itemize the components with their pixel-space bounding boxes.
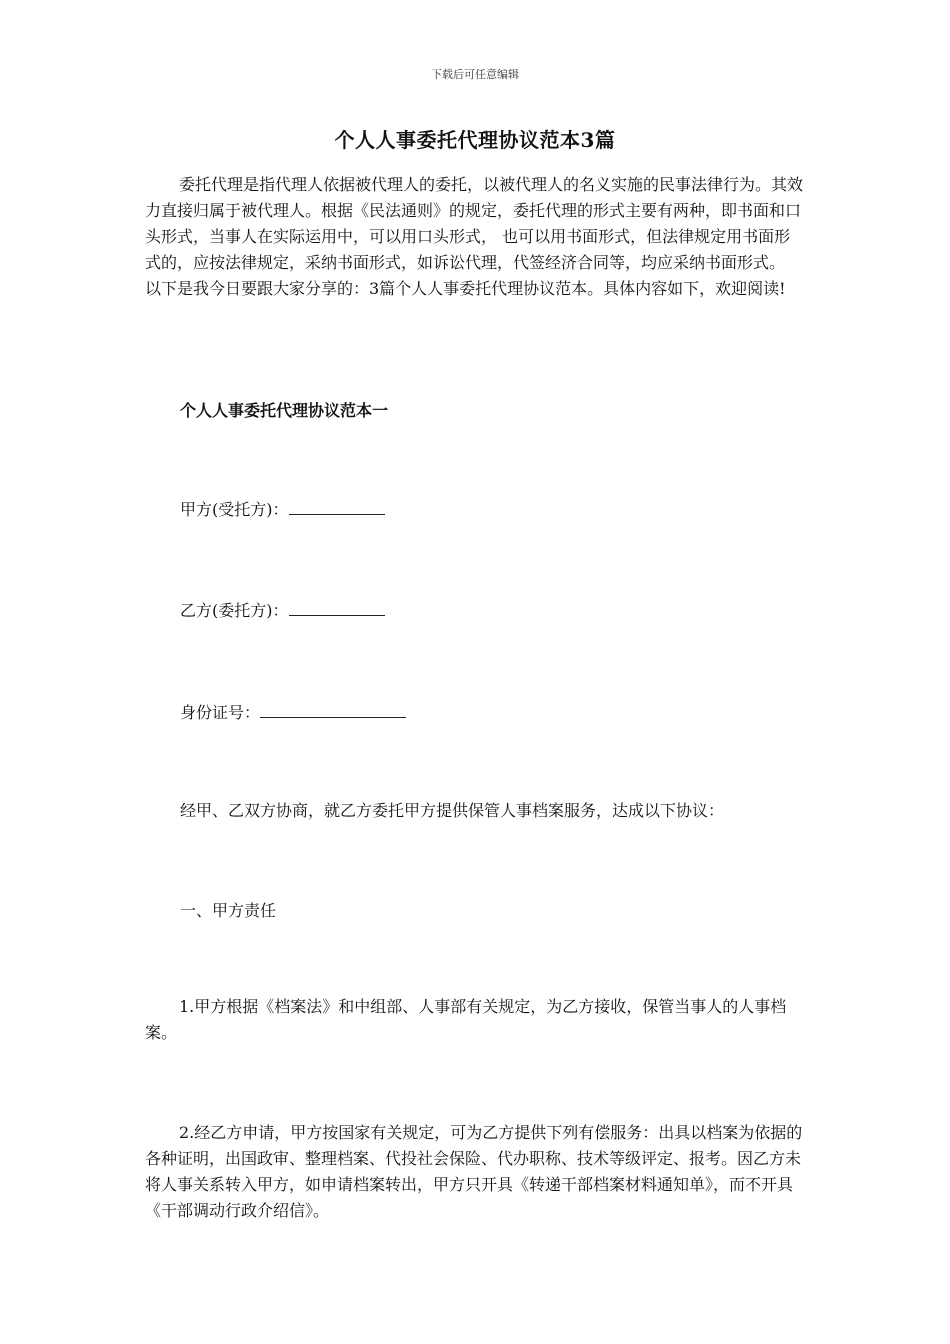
header-note: 下载后可任意编辑 — [431, 68, 519, 81]
duty-heading: 一、甲方责任 — [180, 901, 277, 920]
id-number-blank — [260, 703, 406, 718]
id-number-row — [180, 700, 406, 726]
intro-paragraph: 委托代理是指代理人依据被代理人的委托，以被代理人的名义实施的民事法律行为。其效力直接归属于被代理人。根据《民法通则》的规定，委托代理的形式主要有两种，即书面和口头形式，当事人在实际运用中，可以用口头形式， 也可以用书面形式，但法律规定用书面形式的，应按法律规定，采纳书面形式，如诉讼代理，代签经济合同等，均应采纳书面形式。 以下是我今日要跟大家分享的：3篇个人人事委托代理协议范本。具体内容如下，欢迎阅读! — [145, 175, 804, 298]
party-a-row — [180, 497, 385, 523]
party-a-blank — [289, 500, 385, 515]
clause-1: 1.甲方根据《档案法》和中组部、人事部有关规定，为乙方接收，保管当事人的人事档案。 — [145, 997, 787, 1042]
consultation-statement: 经甲、乙双方协商，就乙方委托甲方提供保管人事档案服务，达成以下协议： — [180, 801, 725, 820]
document-title: 个人人事委托代理协议范本3篇 — [334, 128, 616, 152]
party-a-label: 甲方(受托方)： — [180, 500, 289, 519]
party-b-label: 乙方(委托方)： — [180, 601, 289, 620]
clause-2: 2.经乙方申请，甲方按国家有关规定，可为乙方提供下列有偿服务：出具以档案为依据的各种证明，出国政审、整理档案、代投社会保险、代办职称、技术等级评定、报考。因乙方未将人事关系转入甲方，如申请档案转出，甲方只开具《转递干部档案材料通知单》，而不开具《干部调动行政介绍信》。 — [145, 1123, 803, 1220]
party-b-row — [180, 598, 385, 624]
party-b-blank — [289, 601, 385, 616]
section-title: 个人人事委托代理协议范本一 — [180, 401, 389, 420]
id-number-label: 身份证号： — [180, 703, 261, 722]
